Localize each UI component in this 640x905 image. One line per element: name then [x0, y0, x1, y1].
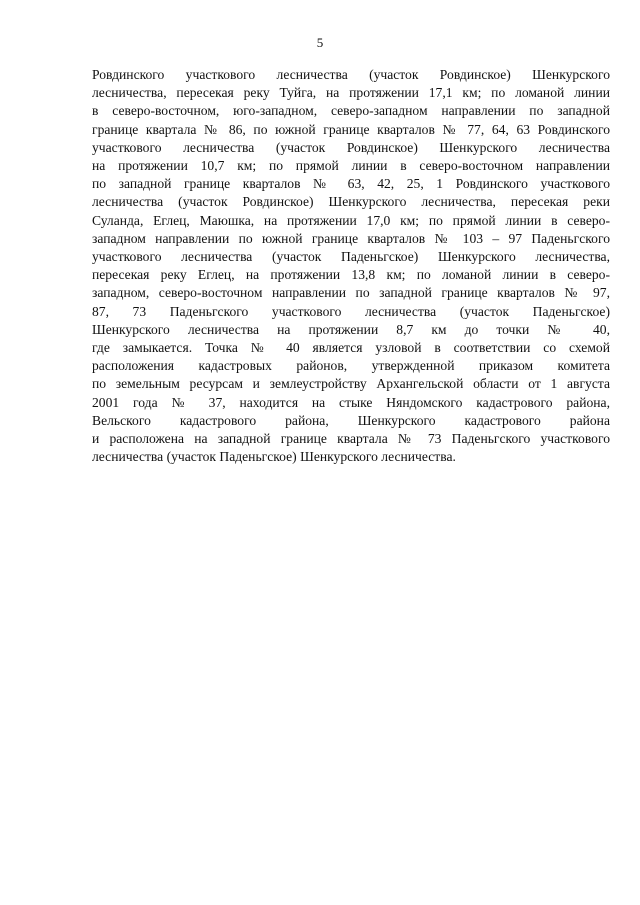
text-line: участкового лесничества (участок Ровдинское) Шенкурского лесничества	[92, 139, 610, 155]
text-line: 2001 года № 37, находится на стыке Няндомского кадастрового района,	[92, 394, 610, 410]
text-line: в северо-восточном, юго-западном, северо-западном направлении по западной	[92, 103, 610, 119]
text-line: Суланда, Еглец, Маюшка, на протяжении 17,0 км; по прямой линии в северо-	[92, 212, 610, 228]
text-line: по западной границе кварталов № 63, 42, 25, 1 Ровдинского участкового	[92, 176, 610, 192]
text-line: участкового лесничества (участок Паденьгское) Шенкурского лесничества,	[92, 249, 610, 265]
text-line: где замыкается. Точка № 40 является узловой в соответствии со схемой	[92, 340, 610, 356]
text-line: и расположена на западной границе квартала № 73 Паденьгского участкового	[92, 431, 610, 447]
text-line: пересекая реку Еглец, на протяжении 13,8 км; по ломаной линии в северо-	[92, 267, 610, 283]
text-line: Шенкурского лесничества на протяжении 8,7 км до точки № 40,	[92, 321, 610, 337]
text-line: по земельным ресурсам и землеустройству Архангельской области от 1 августа	[92, 376, 610, 392]
text-line: Ровдинского участкового лесничества (участок Ровдинское) Шенкурского	[92, 67, 610, 82]
page-number: 5	[316, 35, 324, 50]
text-line: расположения кадастровых районов, утвержденной приказом комитета	[92, 358, 610, 374]
text-line: Вельского кадастрового района, Шенкурского кадастрового района	[92, 412, 610, 428]
text-line: западном направлении по южной границе кварталов № 103 – 97 Паденьгского	[92, 230, 610, 246]
text-line: на протяжении 10,7 км; по прямой линии в северо-восточном направлении	[92, 158, 610, 174]
text-line: западном, северо-восточном направлении по западной границе кварталов № 97,	[92, 285, 610, 301]
body-paragraph	[92, 66, 610, 466]
text-line: границе квартала № 86, по южной границе кварталов № 77, 64, 63 Ровдинского	[92, 121, 610, 137]
text-line: лесничества, пересекая реку Туйга, на протяжении 17,1 км; по ломаной линии	[92, 85, 610, 101]
text-line: лесничества (участок Ровдинское) Шенкурского лесничества, пересекая реки	[92, 194, 610, 210]
text-line: 87, 73 Паденьгского участкового лесничества (участок Паденьгское)	[92, 303, 610, 319]
text-line: лесничества (участок Паденьгское) Шенкурского лесничества.	[92, 449, 456, 465]
